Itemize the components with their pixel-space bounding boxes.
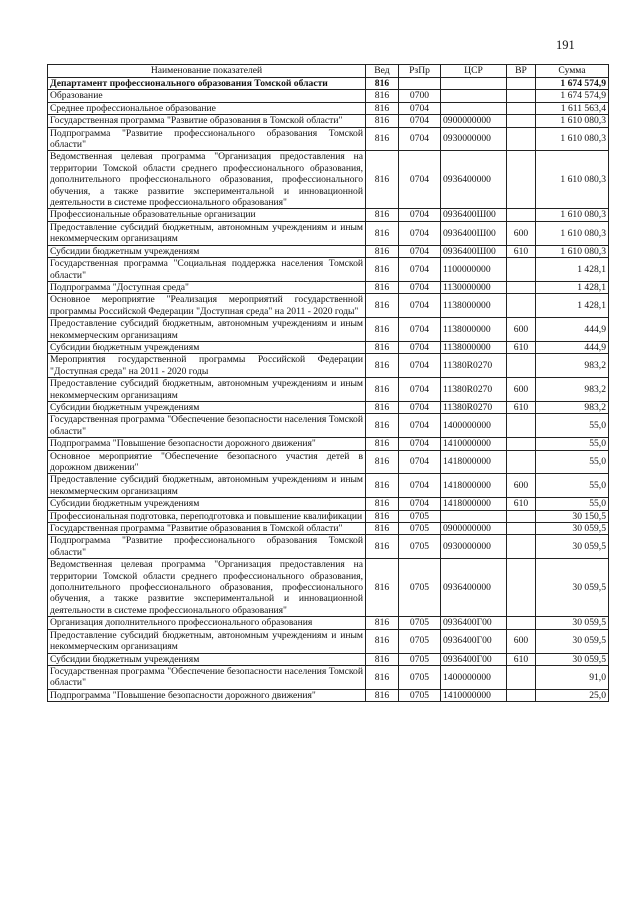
cell-ved: 816: [366, 354, 399, 378]
cell-sum: 1 610 080,3: [536, 151, 609, 209]
cell-name: Предоставление субсидий бюджетным, автономным учреждениям и иным некоммерческим организациям: [48, 629, 366, 653]
cell-rzpr: 0704: [399, 151, 441, 209]
cell-name: Подпрограмма "Доступная среда": [48, 281, 366, 293]
cell-name: Государственная программа "Развитие образования в Томской области": [48, 115, 366, 127]
cell-rzpr: 0704: [399, 294, 441, 318]
cell-csr: 1418000000: [441, 450, 507, 474]
cell-vr: [507, 115, 536, 127]
cell-sum: 1 610 080,3: [536, 245, 609, 257]
cell-rzpr: 0705: [399, 629, 441, 653]
table-row: [48, 474, 609, 498]
header-ved: Вед: [366, 65, 399, 78]
cell-csr: 1410000000: [441, 689, 507, 701]
cell-ved: 816: [366, 617, 399, 629]
cell-csr: 1138000000: [441, 318, 507, 342]
cell-ved: 816: [366, 474, 399, 498]
cell-vr: [507, 559, 536, 617]
table-row: [48, 401, 609, 413]
table-header-row: [48, 65, 609, 78]
table-row: [48, 341, 609, 353]
cell-name: Подпрограмма "Повышение безопасности дорожного движения": [48, 689, 366, 701]
cell-rzpr: 0704: [399, 438, 441, 450]
cell-vr: 600: [507, 318, 536, 342]
cell-rzpr: 0704: [399, 115, 441, 127]
cell-vr: 610: [507, 498, 536, 510]
cell-sum: 91,0: [536, 665, 609, 689]
cell-vr: [507, 258, 536, 282]
cell-name: Ведомственная целевая программа "Организация предоставления на территории Томской области среднего профессионального образования, дополнительного профессионального образования, профессионального обучения, а также развитие экспериментальной и инновационной деятельности в системе профессионального образования": [48, 559, 366, 617]
cell-csr: [441, 78, 507, 90]
cell-sum: 983,2: [536, 401, 609, 413]
table-row: [48, 318, 609, 342]
cell-csr: 11380R0270: [441, 401, 507, 413]
cell-ved: 816: [366, 523, 399, 535]
cell-name: Государственная программа "Социальная поддержка населения Томской области": [48, 258, 366, 282]
cell-csr: 0936400Ш00: [441, 221, 507, 245]
table-row: [48, 653, 609, 665]
cell-vr: [507, 294, 536, 318]
cell-rzpr: 0704: [399, 209, 441, 221]
cell-vr: [507, 535, 536, 559]
cell-rzpr: 0704: [399, 102, 441, 114]
cell-ved: 816: [366, 115, 399, 127]
cell-vr: 600: [507, 629, 536, 653]
table-row: [48, 450, 609, 474]
cell-ved: 816: [366, 294, 399, 318]
cell-csr: 1400000000: [441, 414, 507, 438]
cell-vr: [507, 450, 536, 474]
cell-ved: 816: [366, 341, 399, 353]
cell-sum: 1 610 080,3: [536, 127, 609, 151]
cell-rzpr: 0704: [399, 450, 441, 474]
cell-rzpr: 0704: [399, 498, 441, 510]
cell-sum: 30 059,5: [536, 629, 609, 653]
cell-name: Государственная программа "Обеспечение безопасности населения Томской области": [48, 414, 366, 438]
table-row: [48, 414, 609, 438]
cell-ved: 816: [366, 401, 399, 413]
cell-name: Предоставление субсидий бюджетным, автономным учреждениям и иным некоммерческим организациям: [48, 378, 366, 402]
table-body: [48, 78, 609, 702]
cell-ved: 816: [366, 258, 399, 282]
cell-name: Департамент профессионального образования Томской области: [48, 78, 366, 90]
cell-sum: 55,0: [536, 498, 609, 510]
table-row: [48, 90, 609, 102]
cell-vr: [507, 510, 536, 522]
cell-sum: 1 674 574,9: [536, 78, 609, 90]
cell-csr: 0936400Ш00: [441, 209, 507, 221]
cell-sum: 30 059,5: [536, 559, 609, 617]
cell-rzpr: 0704: [399, 127, 441, 151]
cell-sum: 983,2: [536, 378, 609, 402]
cell-name: Предоставление субсидий бюджетным, автономным учреждениям и иным некоммерческим организациям: [48, 221, 366, 245]
cell-sum: 55,0: [536, 414, 609, 438]
table-row: [48, 689, 609, 701]
cell-ved: 816: [366, 510, 399, 522]
table-row: [48, 665, 609, 689]
table-row: [48, 245, 609, 257]
header-rzpr: РзПр: [399, 65, 441, 78]
table-row: [48, 115, 609, 127]
cell-sum: 55,0: [536, 438, 609, 450]
cell-name: Основное мероприятие "Реализация мероприятий государственной программы Российской Федерации "Доступная среда" на 2011 - 2020 годы": [48, 294, 366, 318]
header-sum: Сумма: [536, 65, 609, 78]
cell-vr: [507, 414, 536, 438]
cell-sum: 1 610 080,3: [536, 115, 609, 127]
cell-rzpr: 0705: [399, 535, 441, 559]
table-row: [48, 151, 609, 209]
cell-name: Организация дополнительного профессионального образования: [48, 617, 366, 629]
table-row: [48, 535, 609, 559]
cell-ved: 816: [366, 90, 399, 102]
cell-vr: [507, 617, 536, 629]
cell-sum: 1 610 080,3: [536, 221, 609, 245]
cell-rzpr: 0704: [399, 354, 441, 378]
header-vr: ВР: [507, 65, 536, 78]
cell-rzpr: 0704: [399, 281, 441, 293]
cell-vr: [507, 127, 536, 151]
table-row: [48, 498, 609, 510]
cell-rzpr: 0700: [399, 90, 441, 102]
cell-csr: 0936400Ш00: [441, 245, 507, 257]
cell-name: Мероприятия государственной программы Российской Федерации "Доступная среда" на 2011 - 2020 годы: [48, 354, 366, 378]
cell-csr: 0900000000: [441, 523, 507, 535]
cell-sum: 30 059,5: [536, 653, 609, 665]
cell-sum: 30 059,5: [536, 535, 609, 559]
cell-ved: 816: [366, 245, 399, 257]
cell-csr: 1418000000: [441, 498, 507, 510]
table-row: [48, 127, 609, 151]
cell-name: Государственная программа "Развитие образования в Томской области": [48, 523, 366, 535]
cell-vr: 610: [507, 341, 536, 353]
cell-csr: 0936400Г00: [441, 617, 507, 629]
cell-csr: 1138000000: [441, 341, 507, 353]
cell-csr: [441, 90, 507, 102]
cell-sum: 55,0: [536, 474, 609, 498]
table-row: [48, 559, 609, 617]
cell-sum: 444,9: [536, 341, 609, 353]
cell-ved: 816: [366, 102, 399, 114]
cell-vr: 610: [507, 653, 536, 665]
cell-csr: 0936400000: [441, 559, 507, 617]
cell-name: Субсидии бюджетным учреждениям: [48, 341, 366, 353]
cell-vr: 600: [507, 221, 536, 245]
table-row: [48, 221, 609, 245]
cell-name: Профессиональная подготовка, переподготовка и повышение квалификации: [48, 510, 366, 522]
cell-rzpr: 0704: [399, 474, 441, 498]
cell-ved: 816: [366, 450, 399, 474]
cell-ved: 816: [366, 318, 399, 342]
cell-ved: 816: [366, 414, 399, 438]
cell-rzpr: 0705: [399, 523, 441, 535]
cell-csr: [441, 510, 507, 522]
cell-name: Образование: [48, 90, 366, 102]
cell-sum: 55,0: [536, 450, 609, 474]
cell-vr: [507, 438, 536, 450]
table-row: [48, 78, 609, 90]
page-number: 191: [556, 38, 575, 52]
cell-vr: [507, 102, 536, 114]
cell-rzpr: 0705: [399, 665, 441, 689]
cell-ved: 816: [366, 209, 399, 221]
cell-csr: 1400000000: [441, 665, 507, 689]
cell-rzpr: 0705: [399, 559, 441, 617]
cell-csr: 0936400Г00: [441, 629, 507, 653]
cell-rzpr: 0705: [399, 617, 441, 629]
table-row: [48, 523, 609, 535]
cell-sum: 1 428,1: [536, 294, 609, 318]
cell-vr: 600: [507, 474, 536, 498]
cell-name: Государственная программа "Обеспечение безопасности населения Томской области": [48, 665, 366, 689]
cell-name: Ведомственная целевая программа "Организация предоставления на территории Томской области среднего профессионального образования, дополнительного профессионального образования, профессионального обучения, а также развитие экспериментальной и инновационной деятельности в системе профессионального образования": [48, 151, 366, 209]
cell-csr: 1100000000: [441, 258, 507, 282]
cell-rzpr: 0705: [399, 653, 441, 665]
cell-sum: 1 610 080,3: [536, 209, 609, 221]
cell-csr: 0936400Г00: [441, 653, 507, 665]
cell-ved: 816: [366, 151, 399, 209]
cell-vr: [507, 354, 536, 378]
cell-vr: 600: [507, 378, 536, 402]
table-row: [48, 510, 609, 522]
cell-sum: 25,0: [536, 689, 609, 701]
cell-ved: 816: [366, 378, 399, 402]
table-row: [48, 354, 609, 378]
cell-rzpr: 0705: [399, 510, 441, 522]
cell-rzpr: 0704: [399, 258, 441, 282]
cell-sum: 30 059,5: [536, 523, 609, 535]
cell-vr: [507, 523, 536, 535]
cell-ved: 816: [366, 665, 399, 689]
cell-sum: 1 428,1: [536, 281, 609, 293]
cell-ved: 816: [366, 438, 399, 450]
cell-name: Профессиональные образовательные организации: [48, 209, 366, 221]
cell-name: Подпрограмма "Развитие профессионального образования Томской области": [48, 535, 366, 559]
cell-name: Субсидии бюджетным учреждениям: [48, 401, 366, 413]
cell-rzpr: 0704: [399, 414, 441, 438]
cell-rzpr: 0704: [399, 341, 441, 353]
cell-csr: 1130000000: [441, 281, 507, 293]
cell-vr: [507, 689, 536, 701]
cell-rzpr: 0704: [399, 378, 441, 402]
cell-vr: [507, 665, 536, 689]
cell-ved: 816: [366, 653, 399, 665]
cell-rzpr: 0704: [399, 221, 441, 245]
cell-rzpr: 0704: [399, 245, 441, 257]
cell-csr: 11380R0270: [441, 378, 507, 402]
cell-sum: 30 150,5: [536, 510, 609, 522]
cell-vr: [507, 209, 536, 221]
cell-sum: 444,9: [536, 318, 609, 342]
cell-csr: 1138000000: [441, 294, 507, 318]
cell-ved: 816: [366, 689, 399, 701]
cell-name: Подпрограмма "Повышение безопасности дорожного движения": [48, 438, 366, 450]
cell-vr: [507, 90, 536, 102]
cell-name: Предоставление субсидий бюджетным, автономным учреждениям и иным некоммерческим организациям: [48, 474, 366, 498]
cell-sum: 30 059,5: [536, 617, 609, 629]
cell-vr: [507, 151, 536, 209]
table-row: [48, 438, 609, 450]
cell-sum: 1 428,1: [536, 258, 609, 282]
cell-sum: 1 674 574,9: [536, 90, 609, 102]
cell-sum: 1 611 563,4: [536, 102, 609, 114]
cell-csr: 1418000000: [441, 474, 507, 498]
cell-name: Подпрограмма "Развитие профессионального образования Томской области": [48, 127, 366, 151]
cell-vr: [507, 281, 536, 293]
cell-csr: 0936400000: [441, 151, 507, 209]
cell-csr: 0930000000: [441, 127, 507, 151]
cell-csr: 1410000000: [441, 438, 507, 450]
cell-vr: 610: [507, 245, 536, 257]
cell-ved: 816: [366, 78, 399, 90]
cell-name: Субсидии бюджетным учреждениям: [48, 498, 366, 510]
cell-ved: 816: [366, 127, 399, 151]
budget-table: [47, 64, 609, 702]
header-csr: ЦСР: [441, 65, 507, 78]
cell-name: Основное мероприятие "Обеспечение безопасного участия детей в дорожном движении": [48, 450, 366, 474]
table-row: [48, 294, 609, 318]
cell-ved: 816: [366, 559, 399, 617]
cell-csr: [441, 102, 507, 114]
cell-ved: 816: [366, 281, 399, 293]
cell-vr: [507, 78, 536, 90]
cell-vr: 610: [507, 401, 536, 413]
table-row: [48, 281, 609, 293]
cell-rzpr: 0704: [399, 318, 441, 342]
cell-ved: 816: [366, 535, 399, 559]
cell-ved: 816: [366, 629, 399, 653]
cell-name: Среднее профессиональное образование: [48, 102, 366, 114]
cell-name: Субсидии бюджетным учреждениям: [48, 245, 366, 257]
cell-csr: 11380R0270: [441, 354, 507, 378]
table-row: [48, 209, 609, 221]
cell-name: Субсидии бюджетным учреждениям: [48, 653, 366, 665]
cell-sum: 983,2: [536, 354, 609, 378]
cell-csr: 0930000000: [441, 535, 507, 559]
cell-rzpr: 0705: [399, 689, 441, 701]
table-row: [48, 258, 609, 282]
table-row: [48, 617, 609, 629]
table-row: [48, 102, 609, 114]
cell-ved: 816: [366, 221, 399, 245]
header-name: Наименование показателей: [48, 65, 366, 78]
cell-ved: 816: [366, 498, 399, 510]
cell-rzpr: [399, 78, 441, 90]
cell-name: Предоставление субсидий бюджетным, автономным учреждениям и иным некоммерческим организациям: [48, 318, 366, 342]
cell-csr: 0900000000: [441, 115, 507, 127]
cell-rzpr: 0704: [399, 401, 441, 413]
table-row: [48, 378, 609, 402]
table-row: [48, 629, 609, 653]
